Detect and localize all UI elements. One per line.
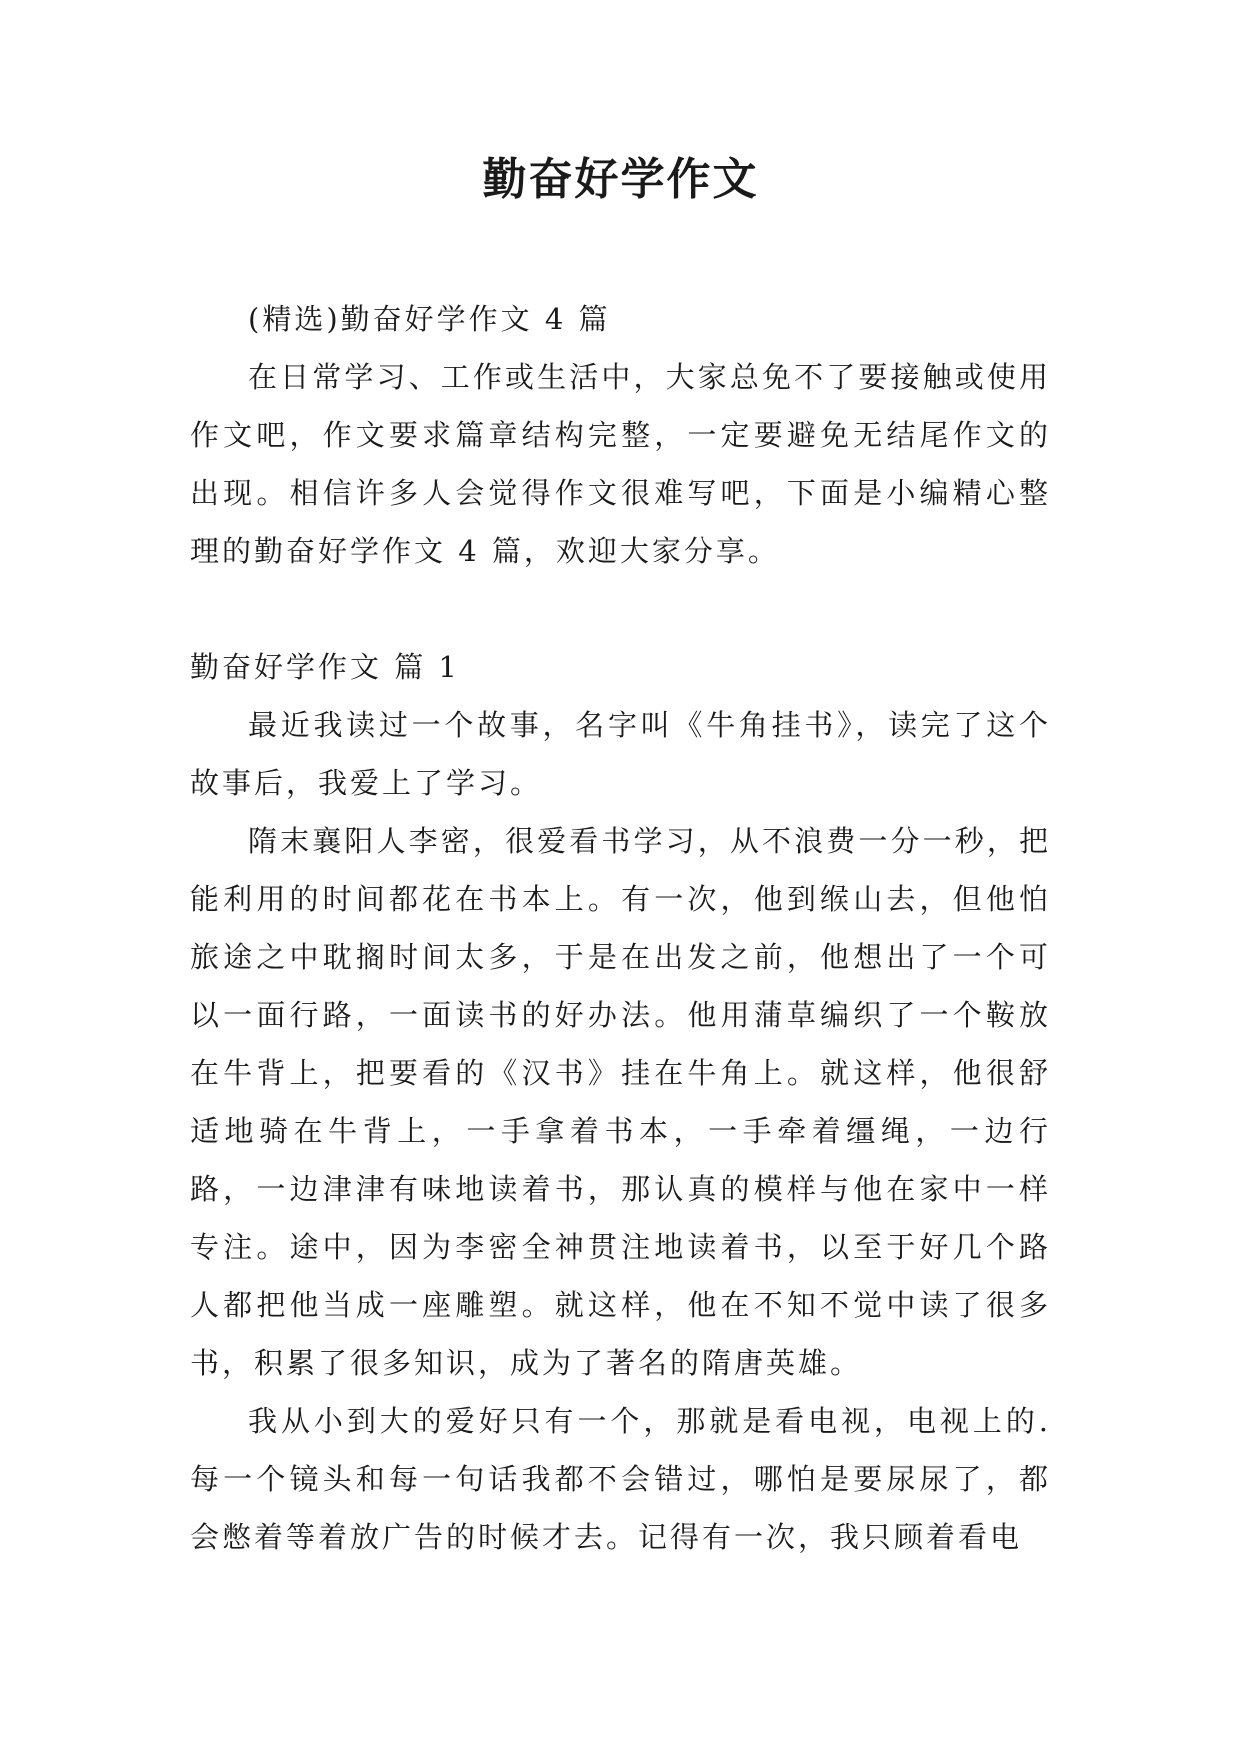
- section-heading: 勤奋好学作文 篇 1: [190, 650, 460, 684]
- document-subtitle: (精选)勤奋好学作文 4 篇: [248, 302, 611, 336]
- document-title: 勤奋好学作文: [482, 154, 759, 205]
- intro-paragraph: 在日常学习、工作或生活中，大家总免不了要接触或使用作文吧，作文要求篇章结构完整，一定要避免无结尾作文的出现。相信许多人会觉得作文很难写吧，下面是小编精心整理的勤奋好学作文 4 篇，欢迎大家分享。: [190, 360, 1051, 568]
- document-body: [190, 290, 1051, 1566]
- document-page: [190, 0, 1051, 1754]
- body-paragraph: 我从小到大的爱好只有一个，那就是看电视，电视上的.每一个镜头和每一句话我都不会错过，哪怕是要尿尿了，都会憋着等着放广告的时候才去。记得有一次，我只顾着看电: [190, 1404, 1051, 1554]
- body-paragraph: 隋末襄阳人李密，很爱看书学习，从不浪费一分一秒，把能利用的时间都花在书本上。有一次，他到缑山去，但他怕旅途之中耽搁时间太多，于是在出发之前，他想出了一个可以一面行路，一面读书的好办法。他用蒲草编织了一个鞍放在牛背上，把要看的《汉书》挂在牛角上。就这样，他很舒适地骑在牛背上，一手拿着书本，一手牵着缰绳，一边行路，一边津津有味地读着书，那认真的模样与他在家中一样专注。途中，因为李密全神贯注地读着书，以至于好几个路人都把他当成一座雕塑。就这样，他在不知不觉中读了很多书，积累了很多知识，成为了著名的隋唐英雄。: [190, 824, 1051, 1380]
- body-paragraph: 最近我读过一个故事，名字叫《牛角挂书》，读完了这个故事后，我爱上了学习。: [190, 708, 1051, 800]
